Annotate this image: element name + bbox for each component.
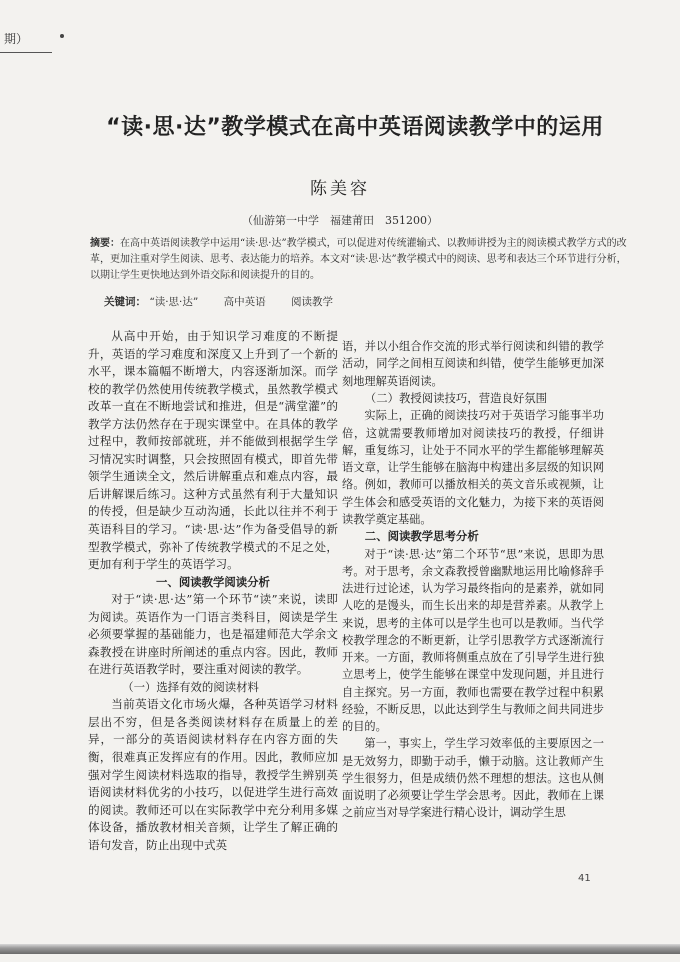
author-affiliation: （仙游第一中学 福建莆田 351200） [242,214,438,227]
subsection-heading: （一）选择有效的阅读材料 [122,679,259,694]
section-heading: 一、阅读教学阅读分析 [156,574,270,589]
paragraph: 对于“读·思·达”第一个环节“读”来说，读即为阅读。英语作为一门语言类科目，阅读是学生必须要掌握的基础能力，也是福建师范大学余文森教授在讲座时所阐述的重点内容。因此，教师在进行英语教学时，要注重对阅读的教学。 [88,592,338,677]
abstract-text: 在高中英语阅读教学中运用“读·思·达”教学模式，可以促进对传统灌输式、以教师讲授为主的阅读模式教学方式的改革，更加注重对学生阅读、思考、表达能力的培养。本文对“读·思·达”教学模式中的阅读、思考和表达三个环节进行分析，以期让学生更快地达到外语交际和阅读提升的目的。 [90,238,627,281]
body-column-left [88,328,338,854]
scan-smudge [60,34,64,38]
paragraph: 从高中开始，由于知识学习难度的不断提升，英语的学习难度和深度又上升到了一个新的水平，课本篇幅不断增大，内容逐渐加深。而学校的教学仍然使用传统教学模式，虽然教学模式改革一直在不断地尝试和推进，但是“满堂灌”的教学方法仍然存在于现实课堂中。在具体的教学过程中，教师按部就班，并不能做到根据学生学习情况实时调整，只会按照固有模式，即首先带领学生通读全文，然后讲解重点和难点内容，最后讲解课后练习。这种方式虽然有利于大量知识的传授，但是缺少互动沟通，长此以往并不利于英语科目的学习。“读·思·达”作为备受倡导的新型教学模式，弥补了传统教学模式的不足之处，更加有利于学生的英语学习。 [88,329,338,572]
tab-divider [0,52,52,53]
keyword: 高中英语 [223,296,266,308]
keyword: “读·思·达” [149,296,199,308]
scan-edge-bar [0,944,680,954]
subsection-heading: （二）教授阅读技巧，营造良好氛围 [364,390,548,405]
abstract-label: 摘要： [90,238,120,249]
section-heading: 二、阅读教学思考分析 [364,529,479,543]
page-tab: 期） [4,32,29,46]
paragraph: 实际上，正确的阅读技巧对于英语学习能事半功倍，这就需要教师增加对阅读技巧的教授，仔细讲解，重复练习，让处于不同水平的学生都能够理解英语文章，让学生能够在脑海中构建出多层级的知识网络。例如，教师可以播放相关的英文音乐或视频，让学生体会和感受英语的文化魅力，为接下来的英语阅读教学奠定基础。 [342,409,604,526]
author-name: 陈美容 [310,179,370,199]
paragraph: 当前英语文化市场火爆，各种英语学习材料层出不穷，但是各类阅读材料存在质量上的差异，一部分的英语阅读材料存在内容方面的失衡，很难真正发挥应有的作用。因此，教师应加强对学生阅读材料选取的指导，教授学生辨别英语阅读材料优劣的小技巧，以促进学生进行高效的阅读。教师还可以在实际教学中充分利用多媒体设备，播放教材相关音频，让学生了解正确的语句发音，防止出现中式英 [88,697,338,852]
abstract [90,236,630,284]
article-title: “读·思·达”教学模式在高中英语阅读教学中的运用 [106,115,604,140]
paragraph-continued: 语，并以小组合作交流的形式举行阅读和纠错的教学活动，同学之间相互阅读和纠错，使学生能够更加深刻地理解英语阅读。 [342,340,604,388]
page-number: 41 [578,873,591,884]
keywords [104,294,624,309]
body-column-right [342,338,604,822]
keywords-label: 关键词： [104,296,146,308]
paragraph: 对于“读·思·达”第二个环节“思”来说，思即为思考。对于思考，余文森教授曾幽默地运用比喻修辞手法进行过论述，认为学习最终指向的是素养，就如同人吃的是馒头，而生长出来的却是营养素。从教学上来说，思考的主体可以是学生也可以是教师。当代学校教学理念的不断更新，让学引思教学方式逐渐流行开来。一方面，教师将侧重点放在了引导学生进行独立思考上，使学生能够在课堂中发现问题，并且进行自主探究。另一方面，教师也需要在教学过程中积累经验，不断反思，以此达到学生与教师之间共同进步的目的。 [342,547,604,733]
keyword: 阅读教学 [290,296,333,308]
paragraph: 第一，事实上，学生学习效率低的主要原因之一是无效努力，即勤于动手，懒于动脑。这让教师产生学生很努力，但是成绩仍然不理想的想法。这也从侧面说明了必须要让学生学会思考。因此，教师在上课之前应当对导学案进行精心设计，调动学生思 [342,737,604,820]
